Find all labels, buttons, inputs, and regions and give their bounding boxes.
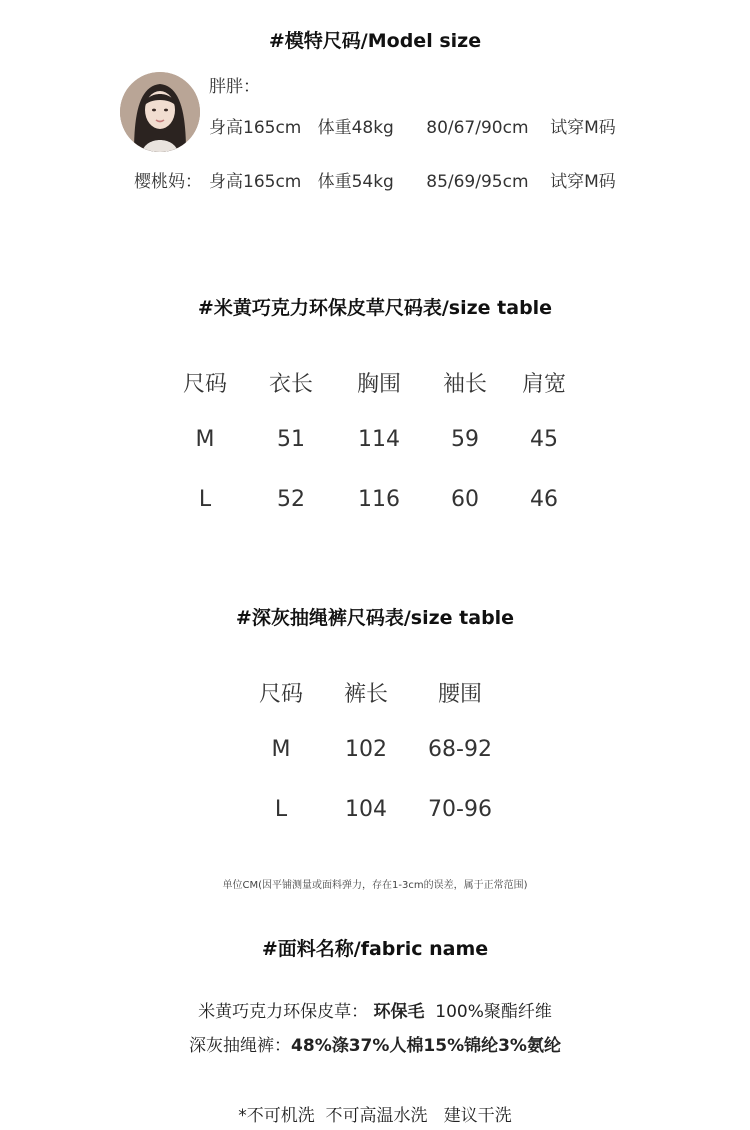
model-size-heading: #模特尺码/Model size (268, 30, 482, 52)
jacket-row-m-size: M (195, 427, 215, 452)
pants-row-m-length: 102 (345, 737, 387, 762)
jacket-row-m-length: 51 (277, 427, 305, 452)
care-instructions: *不可机洗 不可高温水洗 建议干洗 (238, 1106, 512, 1126)
fabric-line-jacket (0, 997, 750, 1022)
jacket-row-l-length: 52 (277, 487, 305, 512)
model-avatar (120, 72, 200, 152)
measurement-note: 单位CM(因平铺测量或面料弹力，存在1-3cm的误差，属于正常范围) (222, 880, 528, 891)
pants-row-l-length: 104 (345, 797, 387, 822)
jacket-header-sleeve: 袖长 (442, 372, 487, 397)
model-1-name: 胖胖： (209, 77, 260, 97)
pants-header-length: 裤长 (343, 682, 388, 707)
jacket-row-l-chest: 116 (358, 487, 400, 512)
jacket-row-l-size: L (198, 487, 212, 512)
fabric-line-pants (0, 1031, 750, 1056)
jacket-row-m-shoulder: 45 (530, 427, 558, 452)
jacket-header-length: 衣长 (268, 372, 313, 397)
model-2-stats: 身高165cm 体重54kg 85/69/95cm 试穿M码 (209, 172, 616, 192)
model-1-stats: 身高165cm 体重48kg 80/67/90cm 试穿M码 (209, 118, 616, 138)
pants-row-l-size: L (274, 797, 288, 822)
model-2-name: 樱桃妈： (134, 172, 202, 192)
jacket-header-size: 尺码 (182, 372, 227, 397)
jacket-row-l-shoulder: 46 (530, 487, 558, 512)
fabric-pants-composition: 48%涤37%人棉15%锦纶3%氨纶 (291, 1036, 561, 1056)
jacket-header-chest: 胸围 (356, 372, 401, 397)
pants-size-heading: #深灰抽绳裤尺码表/size table (235, 607, 515, 629)
jacket-row-m-sleeve: 59 (451, 427, 479, 452)
pants-row-m-waist: 68-92 (428, 737, 492, 762)
pants-header-size: 尺码 (258, 682, 303, 707)
jacket-header-shoulder: 肩宽 (521, 372, 566, 397)
fabric-pants-label: 深灰抽绳裤： (189, 1036, 292, 1056)
jacket-size-heading: #米黄巧克力环保皮草尺码表/size table (197, 297, 553, 319)
jacket-row-l-sleeve: 60 (451, 487, 479, 512)
fabric-jacket-type: 环保毛 (373, 1002, 425, 1022)
pants-header-waist: 腰围 (437, 682, 482, 707)
pants-row-l-waist: 70-96 (428, 797, 492, 822)
fabric-heading: #面料名称/fabric name (261, 938, 489, 960)
fabric-jacket-composition: 100%聚酯纤维 (435, 1002, 552, 1022)
jacket-row-m-chest: 114 (358, 427, 400, 452)
fabric-jacket-label: 米黄巧克力环保皮草： (198, 1002, 369, 1022)
pants-row-m-size: M (271, 737, 291, 762)
